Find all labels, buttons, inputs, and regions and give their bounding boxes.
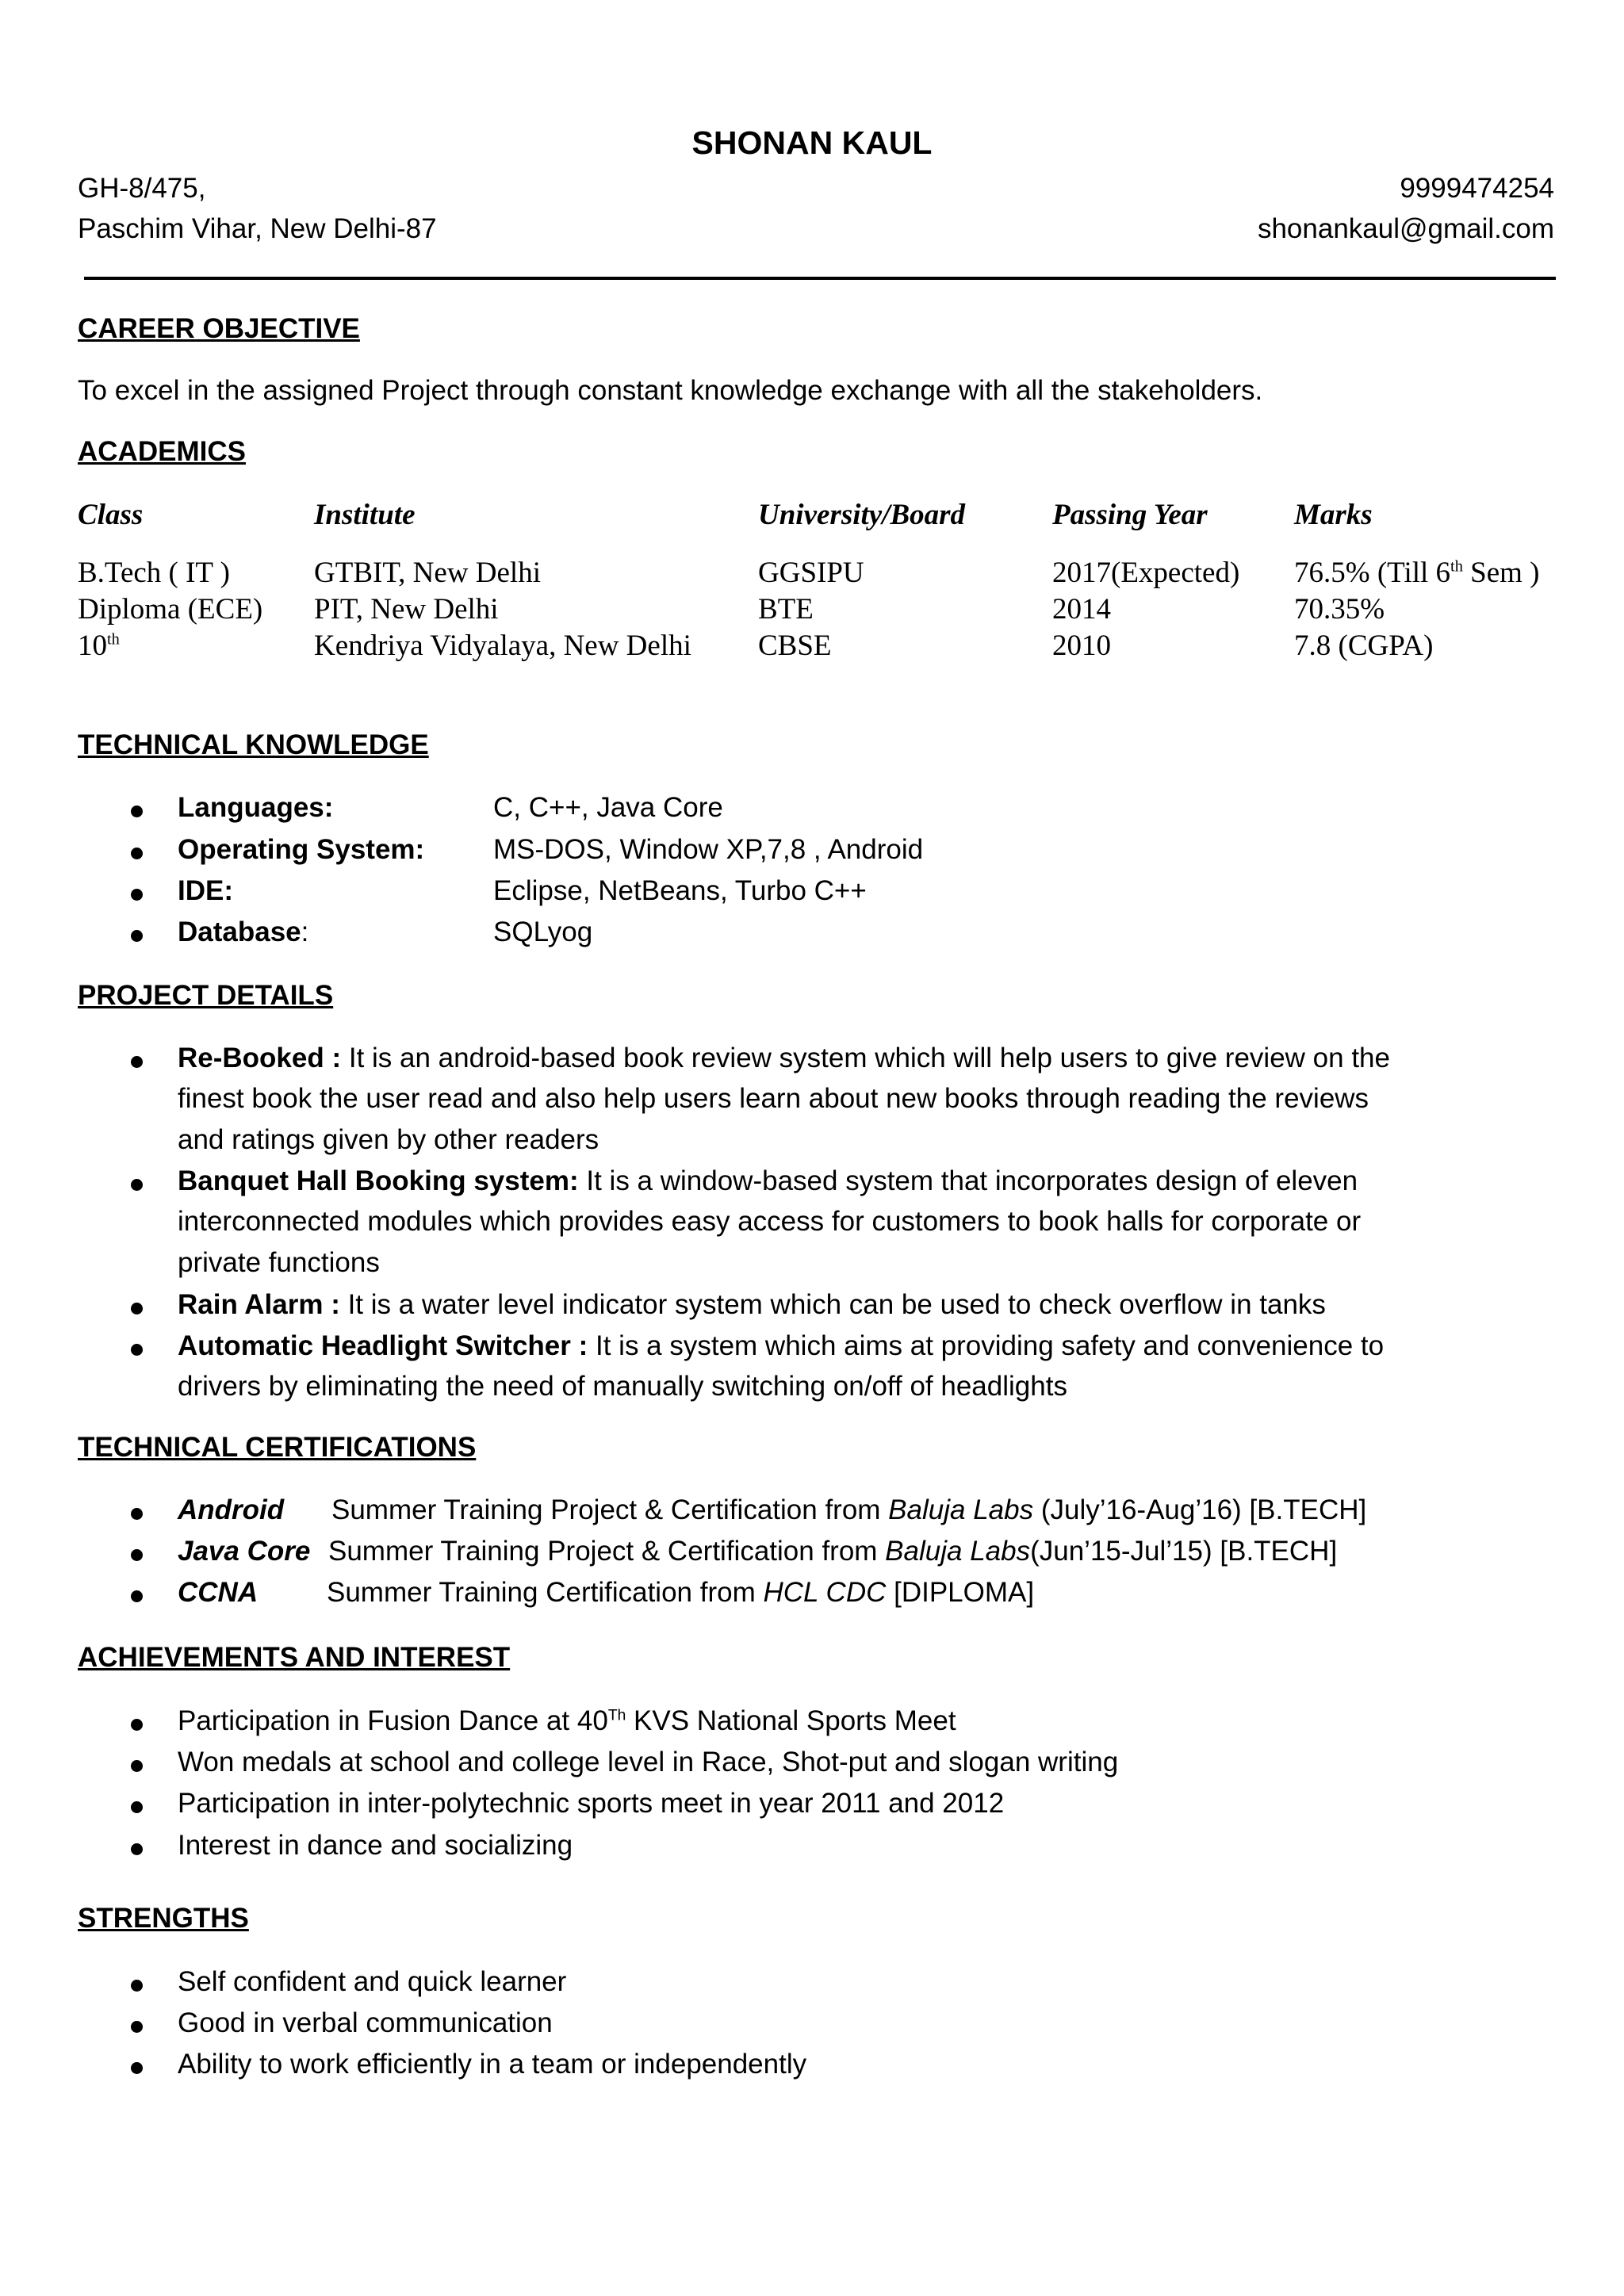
tk-value-database: SQLyog (493, 916, 593, 947)
project-desc: It is an android-based book review system which will help users to give review on the (341, 1043, 1390, 1073)
achievements-heading: ACHIEVEMENTS AND INTEREST (78, 1642, 511, 1673)
marks-cell (1294, 556, 1539, 590)
achievement-superscript: Th (607, 1707, 626, 1724)
class-cell: 10 (78, 629, 107, 662)
project-desc-line: finest book the user read and also help users learn about new books through reading the reviews (178, 1083, 1369, 1114)
cert-name: Java Core (178, 1536, 311, 1567)
bullet-icon (131, 1719, 143, 1731)
project-title: Rain Alarm : (178, 1289, 340, 1320)
cert-org: Baluja Labs (885, 1536, 1031, 1567)
project-desc-line: drivers by eliminating the need of manually switching on/off of headlights (178, 1371, 1067, 1402)
project-title: Banquet Hall Booking system: (178, 1165, 579, 1196)
cert-detail (331, 1494, 1366, 1526)
bullet-icon (131, 848, 143, 859)
table-row (78, 556, 230, 590)
cert-detail (327, 1577, 1034, 1609)
achievement-text-end: KVS National Sports Meet (626, 1705, 956, 1736)
tk-label-database-text: Database (178, 916, 301, 947)
list-item (178, 1705, 956, 1737)
cert-desc: Summer Training Project & Certification from (328, 1536, 886, 1567)
cert-desc: Summer Training Certification from (327, 1577, 764, 1608)
technical-knowledge-heading: TECHNICAL KNOWLEDGE (78, 729, 429, 760)
cert-period: (Jun’15-Jul’15) [B.TECH] (1030, 1536, 1338, 1567)
cert-period: [DIPLOMA] (886, 1577, 1035, 1608)
address-line-1: GH-8/475, (78, 173, 206, 204)
career-objective-text: To excel in the assigned Project through constant knowledge exchange with all the stakeholders. (78, 375, 1263, 406)
bullet-icon (131, 1508, 143, 1520)
cert-name: Android (178, 1494, 285, 1525)
cert-org: Baluja Labs (888, 1494, 1034, 1525)
project-details-heading: PROJECT DETAILS (78, 980, 334, 1011)
class-superscript: th (107, 630, 120, 649)
bullet-icon (131, 1980, 143, 1992)
list-item: Participation in inter-polytechnic sports meet in year 2011 and 2012 (178, 1788, 1005, 1819)
tk-label-ide: IDE: (178, 875, 233, 906)
institute-cell: Kendriya Vidyalaya, New Delhi (314, 629, 691, 662)
email-address: shonankaul@gmail.com (1257, 213, 1554, 244)
cert-detail (328, 1536, 1337, 1567)
bullet-icon (131, 1303, 143, 1314)
marks-superscript: th (1450, 557, 1463, 576)
tk-label-database (178, 916, 308, 948)
col-passing-year: Passing Year (1052, 499, 1208, 531)
class-cell: B.Tech ( IT ) (78, 557, 230, 589)
list-item: Interest in dance and socializing (178, 1830, 573, 1861)
cert-period: (July’16-Aug’16) [B.TECH] (1033, 1494, 1367, 1525)
bullet-icon (131, 1801, 143, 1813)
bullet-icon (131, 1590, 143, 1602)
year-cell: 2017(Expected) (1052, 557, 1240, 589)
project-headlight-switcher (178, 1330, 1384, 1362)
bullet-icon (131, 1344, 143, 1356)
bullet-icon (131, 1549, 143, 1561)
project-title: Automatic Headlight Switcher : (178, 1330, 588, 1361)
marks-text-end: Sem ) (1462, 557, 1540, 589)
bullet-icon (131, 2062, 143, 2074)
project-desc: It is a system which aims at providing safety and convenience to (588, 1330, 1385, 1361)
career-objective-heading: CAREER OBJECTIVE (78, 313, 360, 344)
tk-value-ide: Eclipse, NetBeans, Turbo C++ (493, 875, 867, 906)
board-cell: CBSE (758, 629, 832, 662)
cert-org: HCL CDC (763, 1577, 887, 1608)
list-item: Good in verbal communication (178, 2007, 553, 2038)
marks-text: 76.5% (Till 6 (1294, 557, 1451, 589)
tk-label-database-colon: : (301, 916, 309, 947)
project-desc-line: interconnected modules which provides easy access for customers to book halls for corporate or (178, 1206, 1362, 1237)
list-item: Ability to work efficiently in a team or independently (178, 2049, 807, 2080)
table-row (78, 629, 120, 663)
candidate-name: SHONAN KAUL (691, 124, 933, 161)
project-desc-line: and ratings given by other readers (178, 1124, 599, 1155)
academics-heading: ACADEMICS (78, 436, 246, 467)
institute-cell: GTBIT, New Delhi (314, 557, 541, 589)
bullet-icon (131, 2021, 143, 2033)
achievement-text: Participation in Fusion Dance at 40 (178, 1705, 608, 1736)
bullet-icon (131, 1843, 143, 1855)
col-institute: Institute (314, 499, 416, 531)
project-rain-alarm (178, 1289, 1326, 1321)
project-desc: It is a window-based system that incorporates design of eleven (578, 1165, 1358, 1196)
year-cell: 2010 (1052, 629, 1111, 662)
cert-desc: Summer Training Project & Certification from (331, 1494, 889, 1525)
bullet-icon (131, 1760, 143, 1772)
project-title: Re-Booked : (178, 1043, 342, 1073)
bullet-icon (131, 889, 143, 901)
class-cell: Diploma (ECE) (78, 593, 263, 626)
board-cell: BTE (758, 593, 814, 626)
tk-label-os: Operating System: (178, 834, 425, 865)
project-desc-line: private functions (178, 1247, 380, 1278)
board-cell: GGSIPU (758, 557, 864, 589)
cert-name: CCNA (178, 1577, 259, 1608)
bullet-icon (131, 806, 143, 817)
col-university-board: University/Board (758, 499, 966, 531)
table-row (78, 592, 262, 626)
col-marks: Marks (1294, 499, 1373, 531)
institute-cell: PIT, New Delhi (314, 593, 499, 626)
bullet-icon (131, 1056, 143, 1068)
address-line-2: Paschim Vihar, New Delhi-87 (78, 213, 437, 244)
col-class: Class (78, 499, 144, 531)
tk-label-languages: Languages: (178, 792, 334, 823)
year-cell: 2014 (1052, 593, 1111, 626)
technical-certifications-heading: TECHNICAL CERTIFICATIONS (78, 1432, 477, 1463)
project-desc: It is a water level indicator system which can be used to check overflow in tanks (339, 1289, 1326, 1320)
tk-value-languages: C, C++, Java Core (493, 792, 723, 823)
bullet-icon (131, 930, 143, 942)
project-rebooked (178, 1043, 1390, 1074)
phone-number: 9999474254 (1400, 173, 1554, 204)
header-divider (84, 277, 1556, 280)
marks-cell: 7.8 (CGPA) (1294, 629, 1434, 662)
bullet-icon (131, 1179, 143, 1191)
strengths-heading: STRENGTHS (78, 1903, 249, 1934)
list-item: Self confident and quick learner (178, 1966, 567, 1997)
tk-value-os: MS-DOS, Window XP,7,8 , Android (493, 834, 924, 865)
project-banquet-hall (178, 1165, 1358, 1197)
marks-cell: 70.35% (1294, 593, 1385, 626)
list-item: Won medals at school and college level in Race, Shot-put and slogan writing (178, 1747, 1119, 1777)
